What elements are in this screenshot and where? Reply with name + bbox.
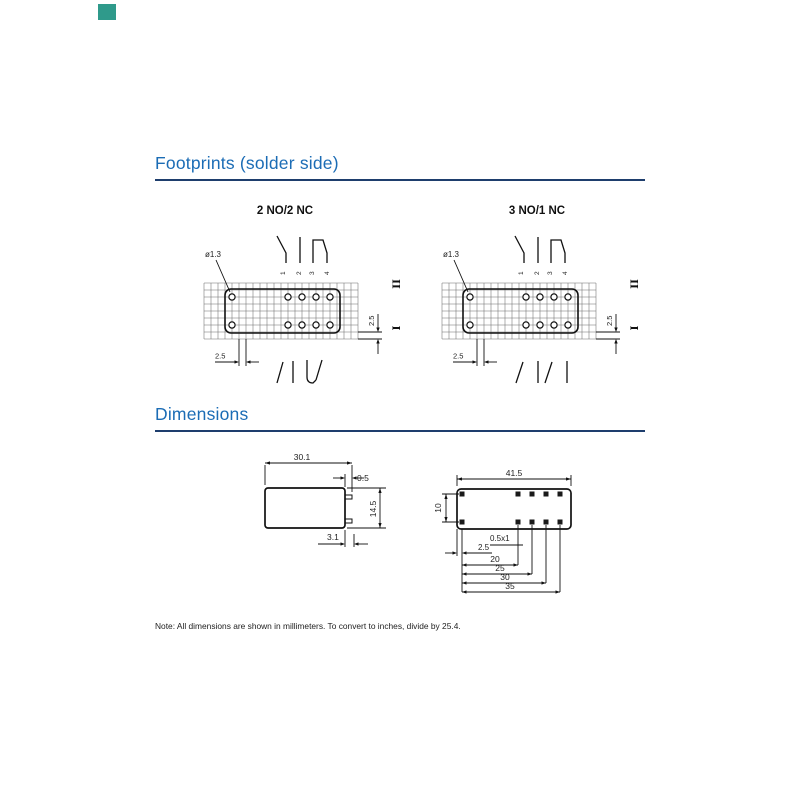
footprint-3no1nc (423, 200, 653, 395)
relay-side-view (240, 448, 400, 560)
dim-pin-offset-label: 0.5 (357, 473, 369, 483)
dim-height-label: 14.5 (368, 500, 378, 518)
hole-diameter-label: ø1.3 (205, 250, 222, 259)
contact-symbols-top (277, 236, 327, 263)
bottom-view-drawing (435, 448, 620, 603)
row-offset-label: 2.5 (605, 315, 614, 326)
contact-symbols-bottom (516, 361, 567, 383)
row-label-lower: I (629, 325, 641, 331)
row-offset-label: 2.5 (367, 315, 376, 326)
hole-diameter-label: ø1.3 (443, 250, 460, 259)
corner-mark (98, 4, 116, 20)
grid-pitch-label: 2.5 (453, 351, 464, 361)
pin-number-4: 4 (324, 271, 331, 275)
pin-number-3: 3 (309, 271, 316, 275)
pin-number-2: 2 (296, 271, 303, 275)
footprints-heading (155, 153, 645, 181)
pin-numbers (518, 271, 569, 275)
dim-pitch-30-label: 30 (500, 572, 510, 582)
row-label-lower: I (391, 325, 403, 331)
pin-number-1: 1 (280, 271, 287, 275)
contact-symbols-top (515, 236, 565, 263)
pin-number-4: 4 (562, 271, 569, 275)
pin-number-3: 3 (547, 271, 554, 275)
row-label-upper: II (391, 279, 403, 289)
footprint-drawing-3no1nc (423, 200, 653, 395)
footprint-drawing-2no2nc (185, 200, 415, 395)
relay-bottom-view (435, 448, 620, 603)
dim-row-spacing-label: 10 (433, 503, 443, 513)
grid-pitch-label: 2.5 (215, 351, 226, 361)
contact-symbols-bottom (277, 360, 322, 383)
footprint-2no2nc (185, 200, 415, 395)
relay-body (265, 488, 345, 528)
row-label-upper: II (629, 279, 641, 289)
dim-width-label: 41.5 (505, 468, 523, 478)
relay-pin (345, 519, 352, 523)
dim-pitch-35-label: 35 (505, 581, 515, 591)
dim-pin-setback-label: 3.1 (327, 532, 339, 542)
dimensions-heading (155, 404, 645, 432)
dim-pitch-25-label: 25 (495, 563, 505, 573)
relay-pin (345, 495, 352, 499)
dim-pin-inset-label: 2.5 (478, 543, 490, 552)
pin-number-2: 2 (534, 271, 541, 275)
dimensions-heading-label: Dimensions (155, 404, 249, 424)
dim-pitch-20-label: 20 (490, 554, 500, 564)
dim-width-label: 30.1 (293, 452, 311, 462)
dim-pin-size-label: 0.5x1 (490, 534, 510, 543)
pin-number-1: 1 (518, 271, 525, 275)
side-view-drawing (240, 448, 400, 560)
footprint-title: 3 NO/1 NC (508, 205, 566, 217)
pin-numbers (280, 271, 331, 275)
footprint-title: 2 NO/2 NC (256, 205, 314, 217)
units-note: Note: All dimensions are shown in millimeters. To convert to inches, divide by 25.4. (155, 621, 461, 631)
relay-body-outline (457, 489, 571, 529)
pin-pads (460, 492, 563, 525)
footprints-heading-label: Footprints (solder side) (155, 153, 339, 173)
